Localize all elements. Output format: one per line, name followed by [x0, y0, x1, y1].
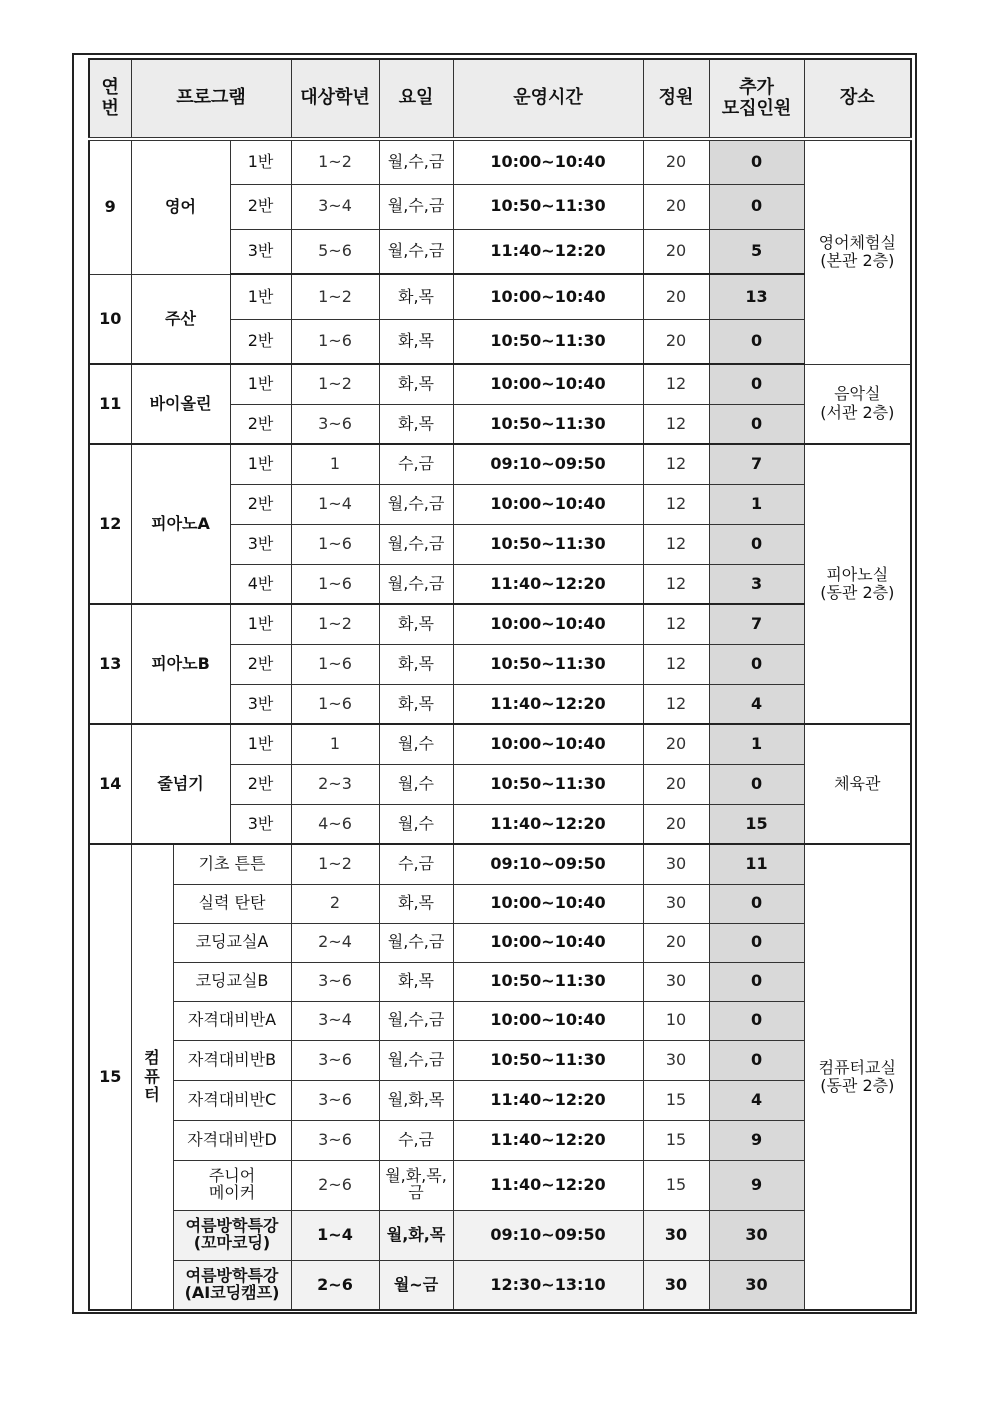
capacity: 12: [643, 484, 709, 524]
capacity: 30: [643, 884, 709, 923]
row-number: 15: [89, 844, 131, 1310]
program-name: 주산: [131, 274, 230, 364]
days: 월,수: [379, 804, 453, 844]
row-number: 9: [89, 139, 131, 274]
days: 화,목: [379, 604, 453, 644]
extra-count: 30: [709, 1210, 804, 1260]
grade: 3~6: [291, 962, 379, 1001]
time: 11:40~12:20: [453, 1120, 643, 1160]
grade: 3~6: [291, 1120, 379, 1160]
extra-count: 9: [709, 1120, 804, 1160]
class-name: 1반: [230, 604, 291, 644]
days: 수,금: [379, 1120, 453, 1160]
extra-count: 0: [709, 644, 804, 684]
time: 10:00~10:40: [453, 724, 643, 764]
days: 월,수,금: [379, 524, 453, 564]
capacity: 15: [643, 1120, 709, 1160]
extra-count: 3: [709, 564, 804, 604]
time: 11:40~12:20: [453, 1160, 643, 1210]
days: 수,금: [379, 444, 453, 484]
days: 월,수,금: [379, 923, 453, 962]
extra-count: 0: [709, 404, 804, 444]
extra-count: 4: [709, 1080, 804, 1120]
program-name: 영어: [131, 139, 230, 274]
table-row: [89, 274, 911, 319]
class-name: 주니어 메이커: [173, 1160, 291, 1210]
class-name: 여름방학특강 (AI코딩캠프): [173, 1260, 291, 1310]
capacity: 20: [643, 139, 709, 184]
class-name: 자격대비반A: [173, 1001, 291, 1040]
program-name: 컴 퓨 터: [131, 844, 173, 1310]
grade: 2: [291, 884, 379, 923]
grade: 1~2: [291, 844, 379, 884]
grade: 2~6: [291, 1160, 379, 1210]
program-schedule-table: [88, 58, 912, 1311]
capacity: 15: [643, 1080, 709, 1120]
capacity: 12: [643, 644, 709, 684]
days: 월,수: [379, 764, 453, 804]
extra-count: 0: [709, 364, 804, 404]
program-name: 줄넘기: [131, 724, 230, 844]
header-capacity: 정원: [643, 59, 709, 139]
capacity: 20: [643, 764, 709, 804]
extra-count: 0: [709, 764, 804, 804]
time: 10:00~10:40: [453, 604, 643, 644]
extra-count: 11: [709, 844, 804, 884]
header-time: 운영시간: [453, 59, 643, 139]
row-number: 13: [89, 604, 131, 724]
header-days: 요일: [379, 59, 453, 139]
table-row: [89, 1160, 911, 1210]
capacity: 12: [643, 604, 709, 644]
extra-count: 1: [709, 724, 804, 764]
grade: 1~6: [291, 684, 379, 724]
class-name: 코딩교실B: [173, 962, 291, 1001]
extra-count: 9: [709, 1160, 804, 1210]
program-name: 피아노B: [131, 604, 230, 724]
capacity: 10: [643, 1001, 709, 1040]
class-name: 1반: [230, 139, 291, 184]
time: 09:10~09:50: [453, 1210, 643, 1260]
header-row: [89, 59, 911, 139]
capacity: 12: [643, 444, 709, 484]
table-row: [89, 884, 911, 923]
class-name: 2반: [230, 404, 291, 444]
extra-count: 4: [709, 684, 804, 724]
capacity: 20: [643, 724, 709, 764]
capacity: 12: [643, 564, 709, 604]
days: 화,목: [379, 684, 453, 724]
table-row: [89, 364, 911, 404]
place: 컴퓨터교실 (동관 2층): [804, 844, 911, 1310]
class-name: 자격대비반D: [173, 1120, 291, 1160]
extra-count: 0: [709, 139, 804, 184]
table-row: [89, 1040, 911, 1080]
days: 화,목: [379, 962, 453, 1001]
capacity: 30: [643, 844, 709, 884]
table-row: [89, 962, 911, 1001]
grade: 1~4: [291, 484, 379, 524]
time: 10:50~11:30: [453, 644, 643, 684]
program-name: 피아노A: [131, 444, 230, 604]
extra-count: 0: [709, 884, 804, 923]
row-number: 12: [89, 444, 131, 604]
class-name: 자격대비반C: [173, 1080, 291, 1120]
class-name: 기초 튼튼: [173, 844, 291, 884]
days: 화,목: [379, 364, 453, 404]
days: 월,수,금: [379, 229, 453, 274]
capacity: 12: [643, 404, 709, 444]
grade: 1~6: [291, 319, 379, 364]
grade: 2~4: [291, 923, 379, 962]
class-name: 3반: [230, 524, 291, 564]
capacity: 12: [643, 684, 709, 724]
time: 10:00~10:40: [453, 139, 643, 184]
grade: 1: [291, 724, 379, 764]
extra-count: 13: [709, 274, 804, 319]
time: 11:40~12:20: [453, 564, 643, 604]
extra-count: 30: [709, 1260, 804, 1310]
extra-count: 7: [709, 444, 804, 484]
class-name: 1반: [230, 444, 291, 484]
time: 11:40~12:20: [453, 1080, 643, 1120]
days: 월,수,금: [379, 139, 453, 184]
capacity: 20: [643, 923, 709, 962]
grade: 1: [291, 444, 379, 484]
days: 화,목: [379, 404, 453, 444]
extra-count: 15: [709, 804, 804, 844]
grade: 3~6: [291, 1040, 379, 1080]
grade: 3~4: [291, 184, 379, 229]
grade: 3~4: [291, 1001, 379, 1040]
grade: 2~6: [291, 1260, 379, 1310]
time: 09:10~09:50: [453, 444, 643, 484]
header-grade: 대상학년: [291, 59, 379, 139]
days: 월,수: [379, 724, 453, 764]
days: 월,화,목, 금: [379, 1160, 453, 1210]
time: 11:40~12:20: [453, 684, 643, 724]
capacity: 30: [643, 1040, 709, 1080]
table-row: [89, 1120, 911, 1160]
grade: 1~2: [291, 274, 379, 319]
class-name: 2반: [230, 644, 291, 684]
time: 09:10~09:50: [453, 844, 643, 884]
time: 10:50~11:30: [453, 1040, 643, 1080]
days: 월,수,금: [379, 564, 453, 604]
time: 10:00~10:40: [453, 274, 643, 319]
capacity: 12: [643, 364, 709, 404]
days: 월,수,금: [379, 484, 453, 524]
class-name: 2반: [230, 184, 291, 229]
class-name: 3반: [230, 229, 291, 274]
capacity: 20: [643, 229, 709, 274]
class-name: 2반: [230, 764, 291, 804]
class-name: 1반: [230, 724, 291, 764]
extra-count: 0: [709, 184, 804, 229]
time: 10:50~11:30: [453, 764, 643, 804]
class-name: 2반: [230, 484, 291, 524]
program-name: 바이올린: [131, 364, 230, 444]
extra-count: 0: [709, 923, 804, 962]
place: 피아노실 (동관 2층): [804, 444, 911, 724]
grade: 3~6: [291, 404, 379, 444]
row-number: 14: [89, 724, 131, 844]
time: 10:50~11:30: [453, 524, 643, 564]
class-name: 3반: [230, 804, 291, 844]
row-number: 11: [89, 364, 131, 444]
days: 화,목: [379, 644, 453, 684]
grade: 1~6: [291, 644, 379, 684]
days: 화,목: [379, 274, 453, 319]
days: 월,수,금: [379, 1040, 453, 1080]
extra-count: 0: [709, 319, 804, 364]
class-name: 여름방학특강 (꼬마코딩): [173, 1210, 291, 1260]
extra-count: 0: [709, 1001, 804, 1040]
class-name: 1반: [230, 364, 291, 404]
class-name: 2반: [230, 319, 291, 364]
grade: 1~2: [291, 604, 379, 644]
class-name: 4반: [230, 564, 291, 604]
header-extra: 추가 모집인원: [709, 59, 804, 139]
table-row: [89, 923, 911, 962]
grade: 2~3: [291, 764, 379, 804]
time: 11:40~12:20: [453, 804, 643, 844]
time: 10:00~10:40: [453, 364, 643, 404]
time: 11:40~12:20: [453, 229, 643, 274]
extra-count: 0: [709, 524, 804, 564]
table-row: [89, 724, 911, 764]
capacity: 20: [643, 319, 709, 364]
place: 체육관: [804, 724, 911, 844]
days: 화,목: [379, 319, 453, 364]
table-row: [89, 1001, 911, 1040]
table-row: [89, 844, 911, 884]
days: 월,화,목: [379, 1080, 453, 1120]
time: 10:50~11:30: [453, 962, 643, 1001]
capacity: 12: [643, 524, 709, 564]
capacity: 15: [643, 1160, 709, 1210]
days: 월,화,목: [379, 1210, 453, 1260]
row-number: 10: [89, 274, 131, 364]
class-name: 코딩교실A: [173, 923, 291, 962]
capacity: 30: [643, 1210, 709, 1260]
table-row: [89, 1080, 911, 1120]
extra-count: 5: [709, 229, 804, 274]
class-name: 3반: [230, 684, 291, 724]
table-row: [89, 139, 911, 184]
time: 10:00~10:40: [453, 923, 643, 962]
time: 10:00~10:40: [453, 484, 643, 524]
place: 영어체험실 (본관 2층): [804, 139, 911, 364]
capacity: 30: [643, 1260, 709, 1310]
table-row: [89, 444, 911, 484]
grade: 1~2: [291, 364, 379, 404]
days: 월,수,금: [379, 1001, 453, 1040]
grade: 1~6: [291, 564, 379, 604]
class-name: 자격대비반B: [173, 1040, 291, 1080]
time: 10:00~10:40: [453, 1001, 643, 1040]
extra-count: 7: [709, 604, 804, 644]
days: 수,금: [379, 844, 453, 884]
capacity: 20: [643, 274, 709, 319]
time: 10:50~11:30: [453, 319, 643, 364]
header-no: 연 번: [89, 59, 131, 139]
class-name: 1반: [230, 274, 291, 319]
time: 10:00~10:40: [453, 884, 643, 923]
time: 12:30~13:10: [453, 1260, 643, 1310]
days: 화,목: [379, 884, 453, 923]
grade: 3~6: [291, 1080, 379, 1120]
table-row: [89, 1210, 911, 1260]
capacity: 20: [643, 804, 709, 844]
grade: 1~6: [291, 524, 379, 564]
capacity: 20: [643, 184, 709, 229]
days: 월,수,금: [379, 184, 453, 229]
extra-count: 0: [709, 962, 804, 1001]
grade: 4~6: [291, 804, 379, 844]
grade: 1~2: [291, 139, 379, 184]
class-name: 실력 탄탄: [173, 884, 291, 923]
extra-count: 0: [709, 1040, 804, 1080]
header-program: 프로그램: [131, 59, 291, 139]
time: 10:50~11:30: [453, 184, 643, 229]
capacity: 30: [643, 962, 709, 1001]
grade: 1~4: [291, 1210, 379, 1260]
table-row: [89, 604, 911, 644]
time: 10:50~11:30: [453, 404, 643, 444]
extra-count: 1: [709, 484, 804, 524]
place: 음악실 (서관 2층): [804, 364, 911, 444]
grade: 5~6: [291, 229, 379, 274]
days: 월~금: [379, 1260, 453, 1310]
table-row: [89, 1260, 911, 1310]
header-place: 장소: [804, 59, 911, 139]
